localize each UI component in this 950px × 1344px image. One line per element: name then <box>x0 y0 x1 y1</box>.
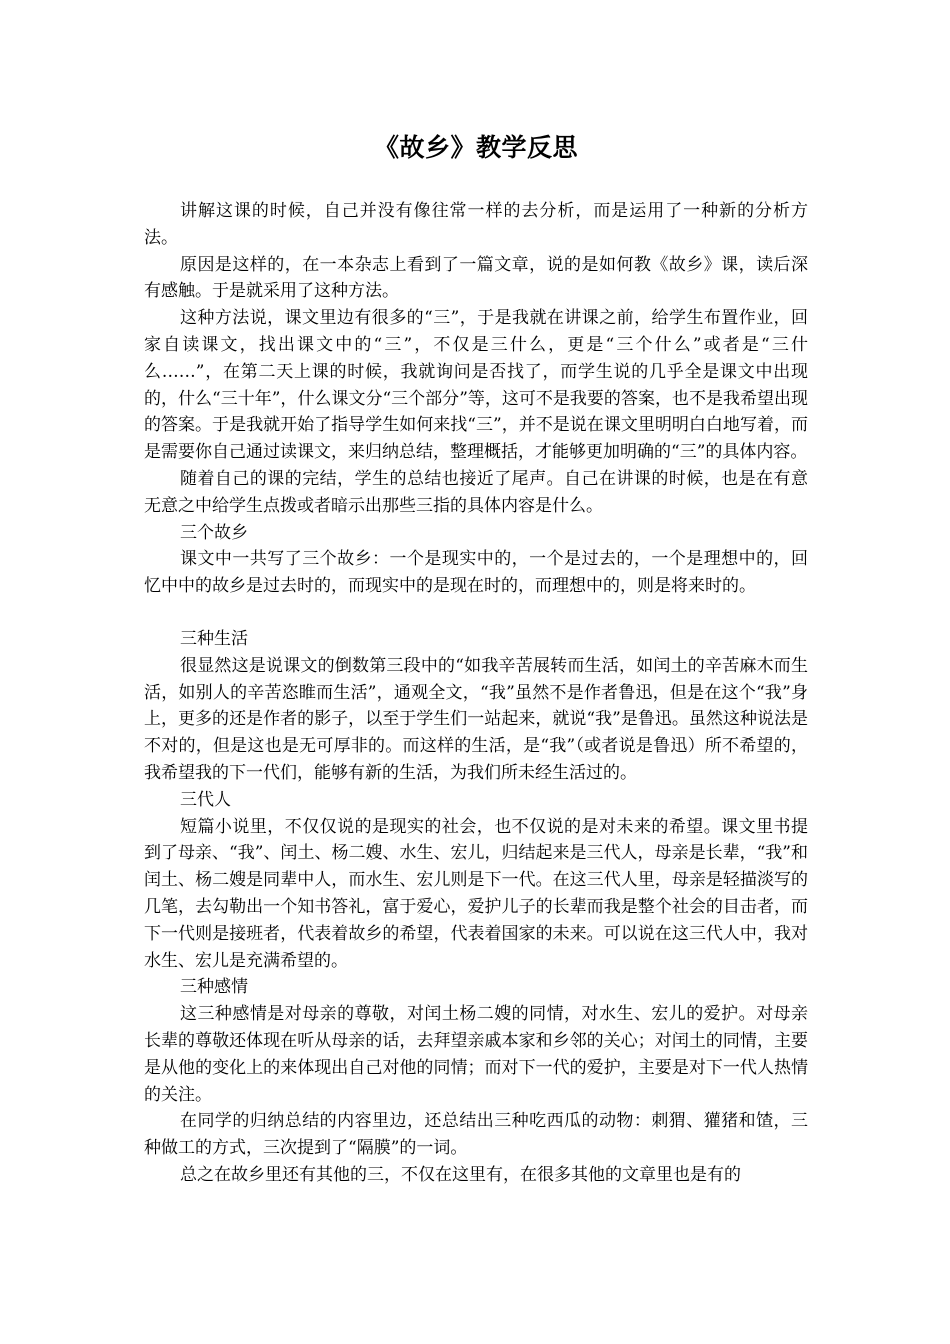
paragraph: 原因是这样的，在一本杂志上看到了一篇文章，说的是如何教《故乡》课，读后深有感触。于是就采用了这种方法。 <box>144 254 808 302</box>
section-body: 短篇小说里，不仅仅说的是现实的社会，也不仅说的是对未来的希望。课文里书提到了母亲、“我”、闰土、杨二嫂、水生、宏儿，归结起来是三代人，母亲是长辈，“我”和闰土、杨二嫂是同辈中人，而水生、宏儿则是下一代。在这三代人里，母亲是轻描淡写的几笔，去勾勒出一个知书答礼，富于爱心，爱护儿子的长辈而我是整个社会的目击者，而下一代则是接班者，代表着故乡的希望，代表着国家的未来。可以说在这三代人中，我对水生、宏儿是充满希望的。 <box>144 816 808 971</box>
paragraph: 总之在故乡里还有其他的三，不仅在这里有，在很多其他的文章里也是有的 <box>180 1164 741 1185</box>
paragraph: 随着自己的课的完结，学生的总结也接近了尾声。自己在讲课的时候，也是在有意无意之中给学生点拨或者暗示出那些三指的具体内容是什么。 <box>144 468 808 516</box>
paragraph: 讲解这课的时候，自己并没有像往常一样的去分析，而是运用了一种新的分析方法。 <box>144 201 808 248</box>
section-heading: 三个故乡 <box>180 522 248 543</box>
section-heading: 三种感情 <box>180 977 248 998</box>
section-body: 课文中一共写了三个故乡：一个是现实中的，一个是过去的，一个是理想中的，回忆中中的故乡是过去时的，而现实中的是现在时的，而理想中的，则是将来时的。 <box>144 549 808 597</box>
document-page <box>144 128 808 1189</box>
paragraph: 这种方法说，课文里边有很多的“三”，于是我就在讲课之前，给学生布置作业，回家自读课文，找出课文中的“三”，不仅是三什么，更是“三个什么”或者是“三什么……”，在第二天上课的时候，我就询问是否找了，而学生说的几乎全是课文中出现的，什么“三十年”，什么课文分“三个部分”等，这可不是我要的答案，也不是我希望出现的答案。于是我就开始了指导学生如何来找“三”，并不是说在课文里明明白白地写着，而是需要你自己通过读课文，来归纳总结，整理概括，才能够更加明确的“三”的具体内容。 <box>144 308 808 463</box>
section-body: 这三种感情是对母亲的尊敬，对闰土杨二嫂的同情，对水生、宏儿的爱护。对母亲长辈的尊敬还体现在听从母亲的话，去拜望亲戚本家和乡邻的关心；对闰土的同情，主要是从他的变化上的来体现出自己对他的同情；而对下一代的爱护，主要是对下一代人热情的关注。 <box>144 1004 808 1105</box>
section-heading: 三种生活 <box>180 628 248 649</box>
paragraph: 在同学的归纳总结的内容里边，还总结出三种吃西瓜的动物：刺猬、獾猪和馇，三种做工的方式，三次提到了“隔膜”的一词。 <box>144 1111 808 1159</box>
section-heading: 三代人 <box>180 789 231 810</box>
blank-line <box>144 600 808 626</box>
section-body: 很显然这是说课文的倒数第三段中的“如我辛苦展转而生活，如闰土的辛苦麻木而生活，如别人的辛苦恣睢而生活”，通观全文，“我”虽然不是作者鲁迅，但是在这个“我”身上，更多的还是作者的影子，以至于学生们一站起来，就说“我”是鲁迅。虽然这种说法是不对的，但是这也是无可厚非的。而这样的生活，是“我”（或者说是鲁迅）所不希望的，我希望我的下一代们，能够有新的生活，为我们所未经生活过的。 <box>144 655 808 783</box>
document-title: 《故乡》教学反思 <box>373 133 578 162</box>
